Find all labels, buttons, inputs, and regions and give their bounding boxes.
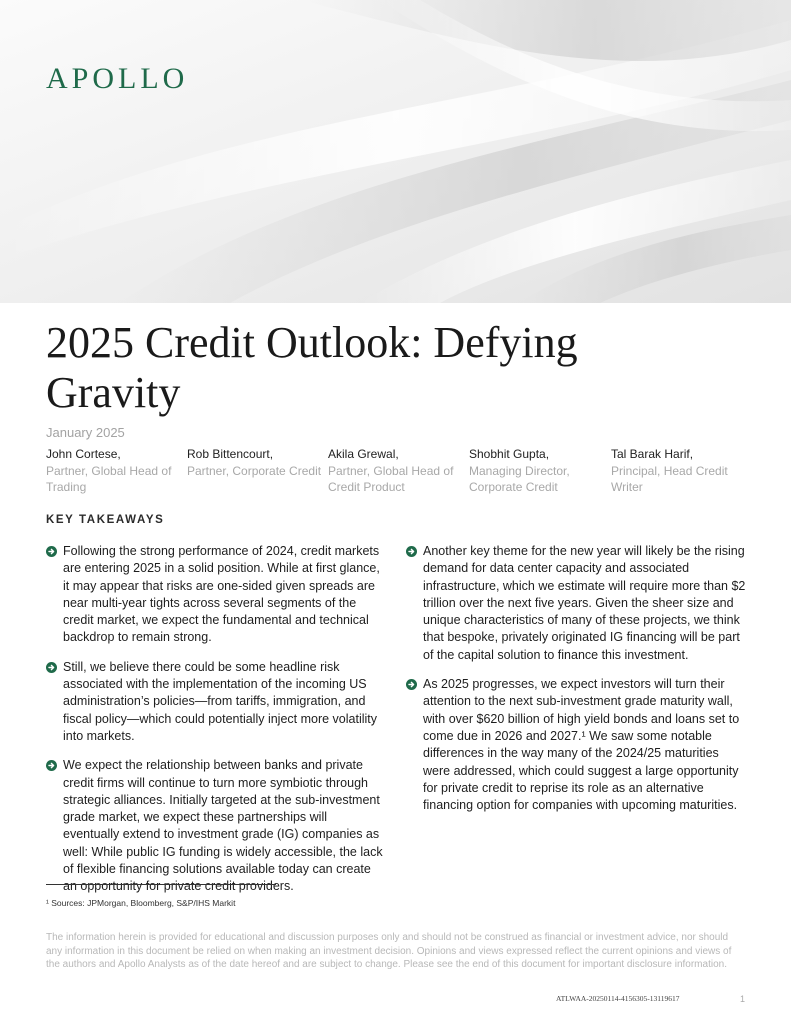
takeaway-text: Another key theme for the new year will likely be the rising demand for data center capacity and associated infrastructure, which we estimate will require more than $2 trillion over the next five years. Given the sheer size and unique characteristics of many of these projects, we think that bespoke, privately originated IG financing will be part of the capital solution to finance this investment.: [423, 544, 746, 662]
author-card: [328, 446, 468, 496]
author-role: Partner, Global Head of Credit Product: [328, 463, 454, 494]
author-name: Rob Bittencourt,: [187, 447, 274, 461]
page-title: 2025 Credit Outlook: Defying Gravity: [46, 318, 578, 417]
disclaimer: The information herein is provided for educational and discussion purposes only and should not be construed as financial or investment advice, nor should any information in this document be relied on when making an investment decision. Opinions and views expressed reflect the current opinions and views of the authors and Apollo Analysts as of the date hereof and are subject to change. Please see the end of this document for important disclosure information.: [46, 932, 732, 971]
arrow-circle-right-icon: [46, 662, 57, 673]
takeaway-text: Following the strong performance of 2024, credit markets are entering 2025 in a solid position. While at first glance, it may appear that risks are one-sided given spreads are near multi-year tights across several segments of the credit market, we expect the fundamental and technical backdrop to remain strong.: [63, 544, 380, 645]
publish-date: January 2025: [46, 425, 125, 440]
author-card: [469, 446, 609, 496]
arrow-circle-right-icon: [406, 679, 417, 690]
author-name: John Cortese,: [46, 447, 121, 461]
arrow-circle-right-icon: [406, 546, 417, 557]
takeaway-text: We expect the relationship between banks and private credit firms will continue to turn more symbiotic through strategic alliances. Initially targeted at the sub-investment grade market, we expect these partnerships will eventually extend to investment grade (IG) companies as well: While public IG funding is widely accessible, the lack of flexible financing solutions available today can create an opportunity for private credit providers.: [63, 758, 383, 894]
key-takeaways-heading: KEY TAKEAWAYS: [46, 514, 165, 526]
takeaway-item: [46, 543, 386, 647]
footnote-divider: [46, 884, 276, 885]
takeaway-item: [406, 676, 746, 814]
author-card: [46, 446, 186, 496]
abstract-waves-illustration: [0, 0, 791, 303]
author-role: Partner, Corporate Credit: [187, 463, 322, 478]
takeaways-right-column: [406, 543, 746, 826]
author-role: Principal, Head Credit Writer: [611, 463, 728, 494]
author-name: Shobhit Gupta,: [469, 447, 550, 461]
arrow-circle-right-icon: [46, 546, 57, 557]
author-card: [187, 446, 327, 479]
takeaway-item: [46, 757, 386, 895]
apollo-logo: APOLLO: [46, 62, 189, 95]
page-number: 1: [740, 994, 746, 1004]
author-name: Akila Grewal,: [328, 447, 399, 461]
hero-image: [0, 0, 791, 303]
author-role: Partner, Global Head of Trading: [46, 463, 172, 494]
arrow-circle-right-icon: [46, 760, 57, 771]
takeaway-text: As 2025 progresses, we expect investors will turn their attention to the next sub-investment grade maturity wall, with over $620 billion of high yield bonds and loans set to come due in 2026 and 2027.¹ We saw some notable differences in the way many of the 2024/25 maturities were addressed, which could suggest a large opportunity for private credit to reprise its role as an alternative financing option for companies with upcoming maturities.: [423, 677, 740, 813]
takeaways-left-column: [46, 543, 386, 908]
takeaway-item: [46, 659, 386, 745]
author-role: Managing Director, Corporate Credit: [469, 463, 570, 494]
author-name: Tal Barak Harif,: [611, 447, 694, 461]
takeaway-item: [406, 543, 746, 664]
takeaway-text: Still, we believe there could be some headline risk associated with the implementation of the incoming US administration’s policies—from tariffs, immigration, and fiscal policy—which could potentially inject more volatility into markets.: [63, 659, 378, 743]
document-id: ATLWAA-20250114-4156305-13119617: [556, 994, 680, 1003]
footnote: ¹ Sources: JPMorgan, Bloomberg, S&P/IHS Markit: [46, 898, 236, 908]
author-card: [611, 446, 751, 496]
